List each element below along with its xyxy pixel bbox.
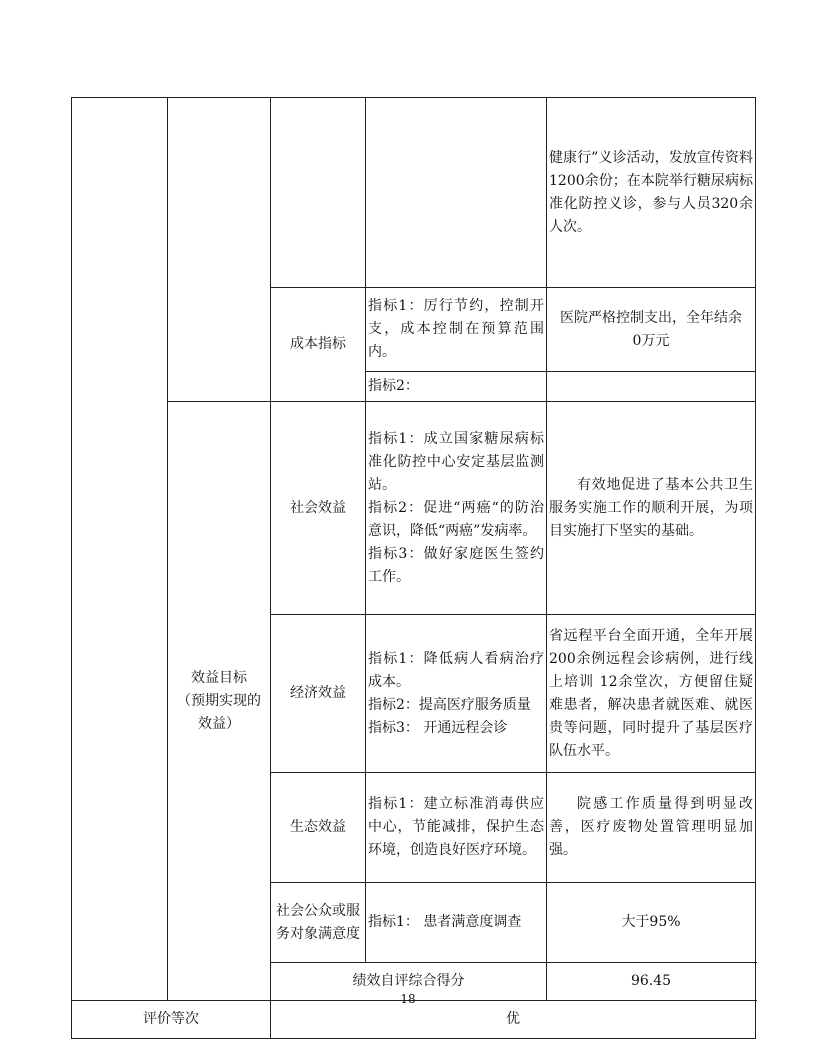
- grade-value: 优: [271, 1001, 756, 1039]
- social-indicators: [366, 402, 547, 615]
- ecological-benefit-result: [547, 773, 756, 883]
- social-indicator-1: 指标1：成立国家糖尿病标准化防控中心安定基层监测站。: [368, 430, 544, 493]
- economic-indicator-3: 指标3： 开通远程会诊: [368, 719, 508, 736]
- economic-indicator-1: 指标1：降低病人看病治疗成本。: [368, 650, 544, 690]
- empty-cell: [547, 372, 756, 402]
- cost-result-line1: 医院严格控制支出，全年结余: [560, 309, 742, 326]
- benefit-goal-label: [168, 402, 271, 1001]
- empty-cell: [72, 98, 168, 1001]
- economic-indicator-2: 指标2：提高医疗服务质量: [368, 696, 531, 713]
- grade-label: 评价等次: [72, 1001, 271, 1039]
- table-row: [72, 98, 756, 288]
- cost-indicator-1: 指标1：厉行节约，控制开支，成本控制在预算范围内。: [366, 288, 547, 372]
- health-activity-result: 健康行”义诊活动，发放宣传资料1200余份；在本院举行糖尿病标准化防控义诊，参与人员320余人次。: [547, 98, 756, 288]
- ecological-indicator-1: 指标1：建立标准消毒供应中心，节能减排，保护生态环境，创造良好医疗环境。: [366, 773, 547, 883]
- satisfaction-indicator-1: 指标1： 患者满意度调查: [366, 883, 547, 963]
- empty-cell: [168, 98, 271, 402]
- empty-cell: [366, 98, 547, 288]
- cost-indicator-label: 成本指标: [271, 288, 366, 402]
- benefit-goal-subtitle: （预期实现的效益）: [177, 692, 261, 732]
- satisfaction-result: 大于95%: [547, 883, 756, 963]
- social-result-text: 有效地促进了基本公共卫生服务实施工作的顺利开展，为项目实施打下坚实的基础。: [549, 476, 753, 539]
- ecological-benefit-label: 生态效益: [271, 773, 366, 883]
- score-label: 绩效自评综合得分: [271, 963, 547, 1001]
- social-indicator-3: 指标3：做好家庭医生签约工作。: [368, 545, 544, 585]
- ecological-result-text: 院感工作质量得到明显改善，医疗废物处置管理明显加强。: [549, 796, 753, 858]
- social-benefit-result: [547, 402, 756, 615]
- satisfaction-label: 社会公众或服务对象满意度: [271, 883, 366, 963]
- table-row: [72, 1001, 756, 1039]
- table-row: [72, 402, 756, 615]
- economic-benefit-result: 省远程平台全面开通，全年开展200余例远程会诊病例，进行线上培训 12余堂次，方便留住疑难患者，解决患者就医难、就医贵等问题，同时提升了基层医疗队伍水平。: [547, 615, 756, 773]
- cost-result-line2: 0万元: [632, 332, 670, 349]
- economic-benefit-label: 经济效益: [271, 615, 366, 773]
- social-indicator-2: 指标2：促进“两癌“的防治意识，降低“两癌”发病率。: [368, 499, 544, 539]
- empty-cell: [271, 98, 366, 288]
- cost-indicator-result: [547, 288, 756, 372]
- performance-evaluation-table: [71, 97, 756, 1039]
- social-benefit-label: 社会效益: [271, 402, 366, 615]
- cost-indicator-2: 指标2：: [366, 372, 547, 402]
- score-value: 96.45: [547, 963, 756, 1001]
- benefit-goal-title: 效益目标: [191, 669, 247, 686]
- economic-indicators: [366, 615, 547, 773]
- page-number: 18: [400, 992, 416, 1006]
